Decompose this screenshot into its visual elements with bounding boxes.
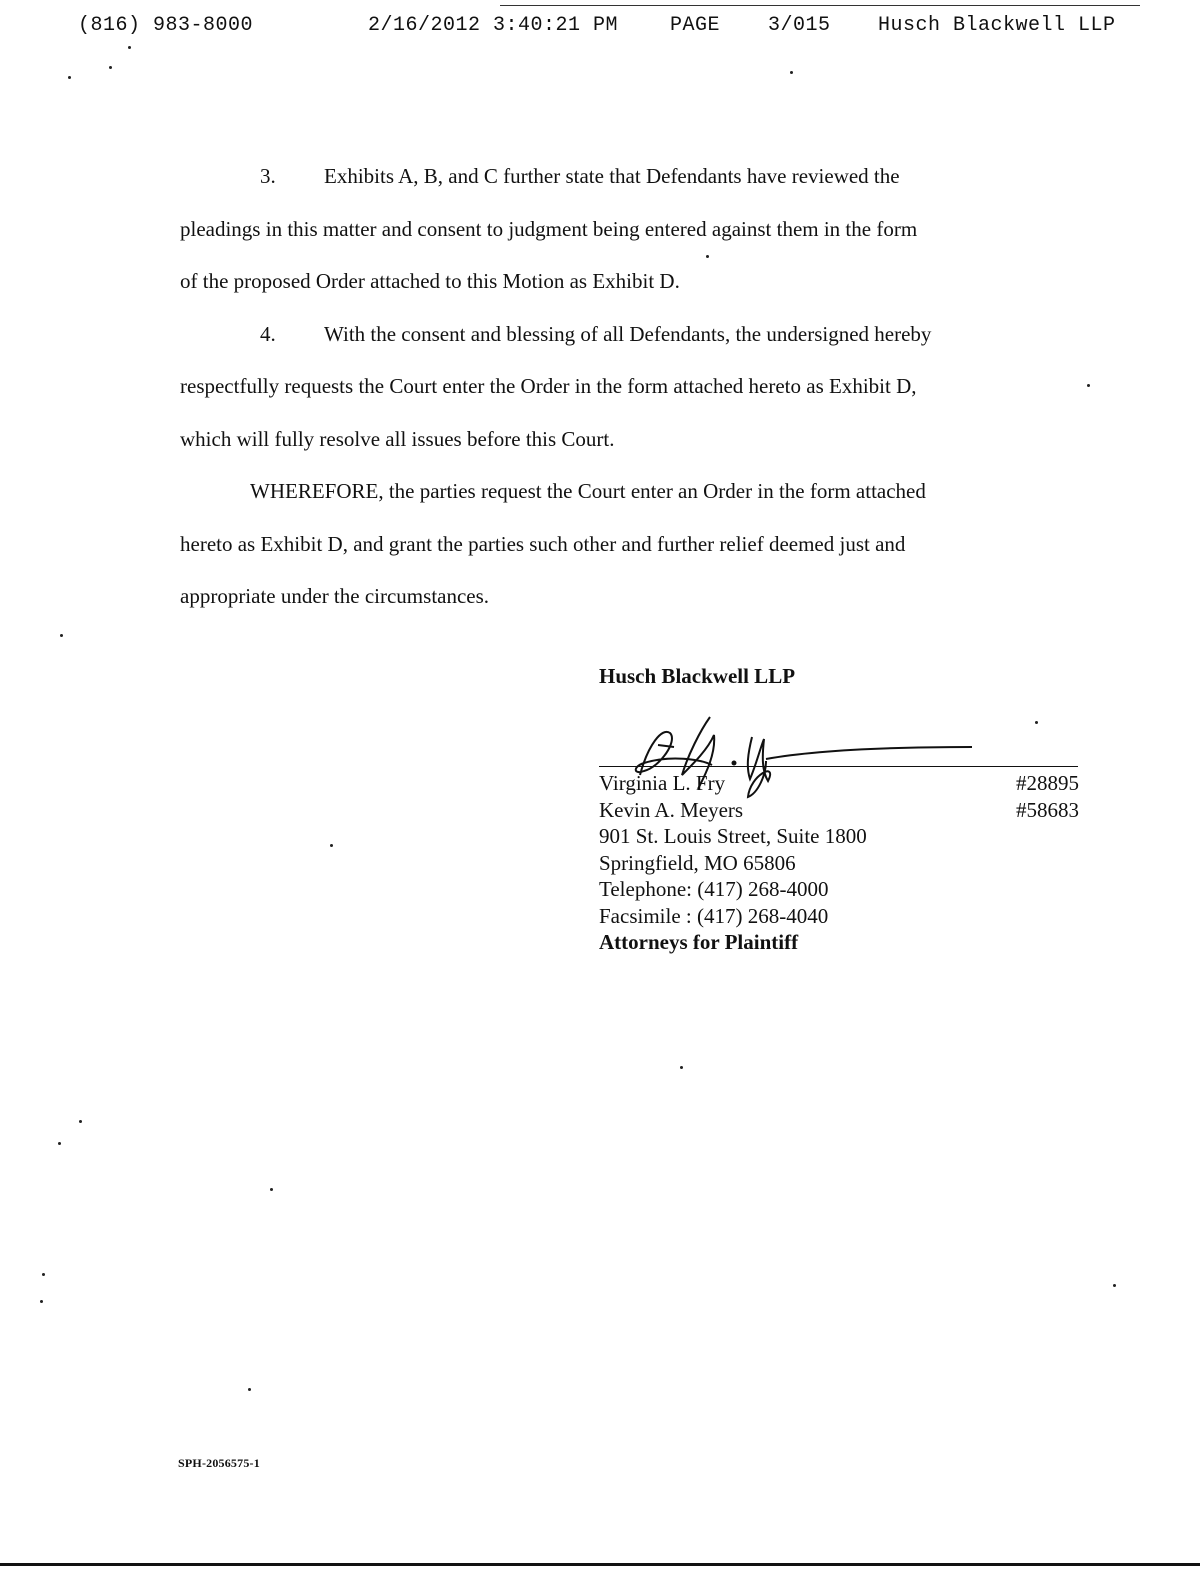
attorney-name-2: Kevin A. Meyers — [599, 797, 744, 822]
paragraph-3-number: 3. — [260, 164, 276, 188]
paragraph-4-line-3: which will fully resolve all issues before this Court. — [180, 426, 615, 451]
attorney-name-1: Virginia L. Fry — [599, 771, 726, 795]
scan-speck — [128, 46, 131, 49]
paragraph-4-number: 4. — [260, 321, 276, 346]
wherefore-paragraph — [180, 465, 1010, 623]
paragraph-3-line-2: pleadings in this matter and consent to judgment being entered against them in the form — [180, 216, 918, 241]
wherefore-line-2: hereto as Exhibit D, and grant the parties such other and further relief deemed just and — [180, 531, 906, 556]
paragraph-3-line-1 — [180, 150, 1010, 203]
scan-speck — [330, 844, 333, 847]
page-bottom-edge — [0, 1563, 1200, 1566]
scan-speck — [706, 255, 709, 258]
scan-speck — [42, 1273, 45, 1276]
scan-speck — [68, 76, 71, 79]
signature-firm-name: Husch Blackwell LLP — [599, 664, 796, 688]
fax-page-label: PAGE — [670, 14, 721, 37]
attorney-bar-number-2: #58683 — [1016, 797, 1079, 822]
address-line-2: Springfield, MO 65806 — [599, 850, 796, 875]
address-line-1: 901 St. Louis Street, Suite 1800 — [599, 824, 867, 848]
paragraph-3 — [180, 150, 1010, 308]
fax-sender: Husch Blackwell LLP — [878, 14, 1116, 37]
fax-phone: (816) 983-8000 — [78, 14, 254, 37]
fax-top-rule — [500, 5, 1140, 6]
scan-speck — [40, 1300, 43, 1303]
scan-speck — [60, 634, 63, 637]
attorney-signature-block — [599, 770, 1079, 956]
scan-speck — [1113, 1284, 1116, 1287]
wherefore-line-3: appropriate under the circumstances. — [180, 584, 490, 608]
signature-line — [599, 766, 1078, 767]
attorney-bar-number-1: #28895 — [1016, 771, 1079, 795]
document-id-footer: SPH-2056575-1 — [178, 1456, 260, 1470]
fax-datetime: 2/16/2012 3:40:21 PM — [368, 14, 619, 37]
paragraph-4-line-1 — [180, 308, 1010, 361]
attorney-row-1 — [599, 770, 1079, 797]
scan-speck — [680, 1066, 683, 1069]
paragraph-3-text-1: Exhibits A, B, and C further state that Defendants have reviewed the — [324, 164, 900, 188]
motion-body — [180, 150, 1010, 623]
wherefore-text-1: WHEREFORE, the parties request the Court enter an Order in the form attached — [250, 479, 926, 503]
wherefore-line-1 — [180, 465, 1010, 518]
scan-speck — [248, 1388, 251, 1391]
facsimile: Facsimile : (417) 268-4040 — [599, 903, 829, 928]
paragraph-4-text-1: With the consent and blessing of all Defendants, the undersigned hereby — [324, 321, 932, 346]
scan-speck — [109, 66, 112, 69]
attorney-row-2 — [599, 797, 1079, 824]
scan-speck — [58, 1142, 61, 1145]
attorney-role: Attorneys for Plaintiff — [599, 930, 799, 954]
paragraph-4 — [180, 308, 1010, 466]
fax-page-number: 3/015 — [768, 14, 831, 37]
paragraph-4-line-2: respectfully requests the Court enter the Order in the form attached hereto as Exhibit D, — [180, 374, 917, 398]
paragraph-3-line-3: of the proposed Order attached to this Motion as Exhibit D. — [180, 269, 680, 293]
scan-speck — [790, 71, 793, 74]
scan-speck — [79, 1120, 82, 1123]
scan-speck — [1087, 384, 1090, 387]
scan-speck — [1035, 721, 1038, 724]
scan-speck — [270, 1188, 273, 1191]
telephone: Telephone: (417) 268-4000 — [599, 877, 829, 901]
